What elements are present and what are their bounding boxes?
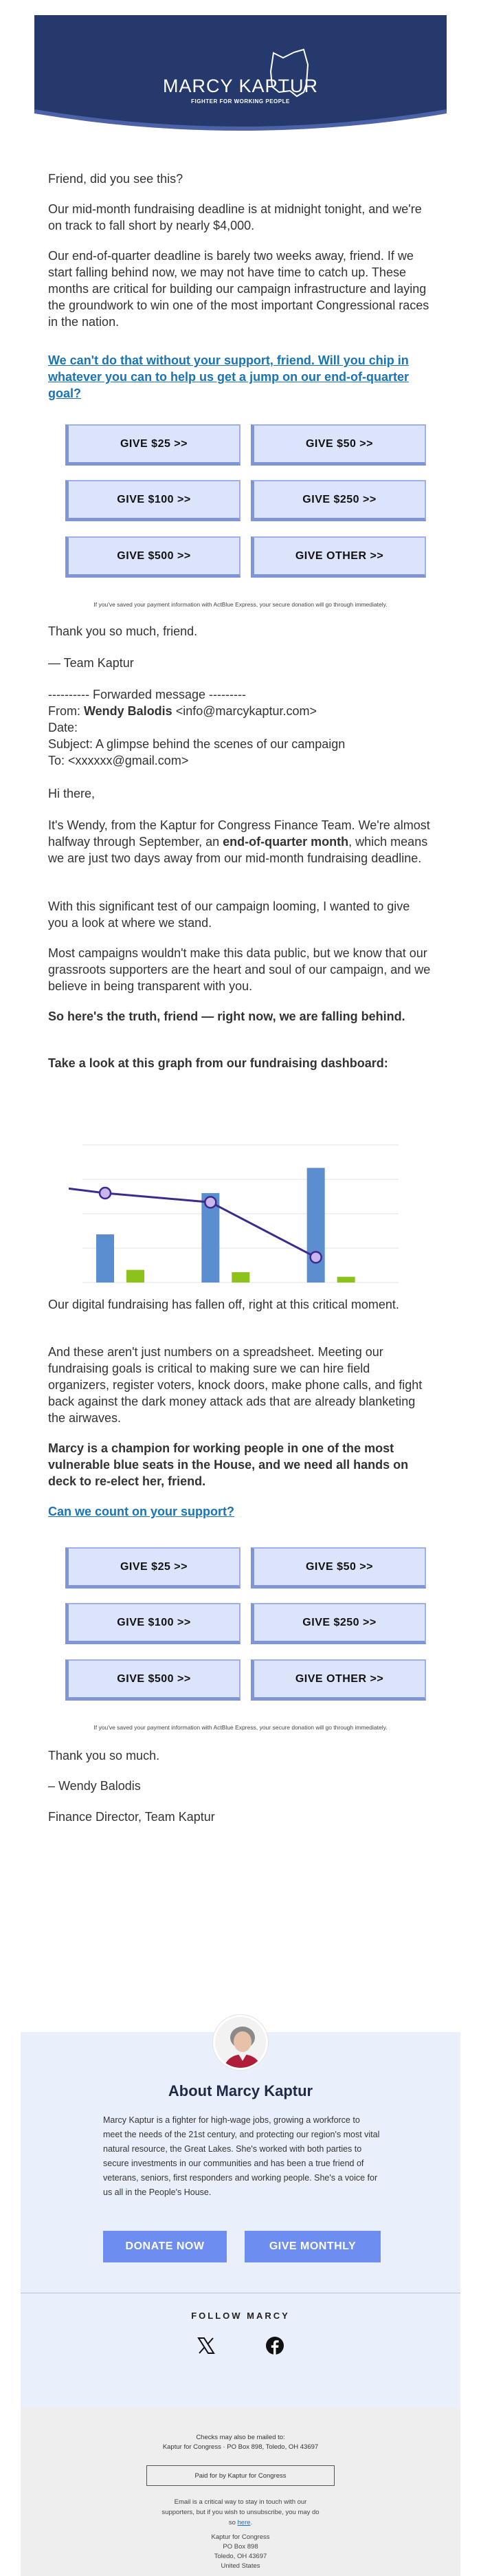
- unsub-prefix: so: [228, 2519, 238, 2526]
- give-other-button[interactable]: GIVE OTHER >>: [251, 536, 426, 578]
- unsub-line-2: supporters, but if you wish to unsubscribe, you may do: [161, 2509, 320, 2516]
- give-50-button[interactable]: GIVE $50 >>: [251, 424, 426, 466]
- addr-line-4: United States: [221, 2562, 260, 2570]
- wendy-paragraph-2: With this significant test of our campaign looming, I wanted to give you a look at where we stand.: [48, 899, 410, 930]
- give-monthly-button[interactable]: GIVE MONTHLY: [245, 2231, 381, 2262]
- wendy-greeting: Hi there,: [48, 787, 96, 800]
- give-500-button[interactable]: GIVE $500 >>: [65, 1659, 240, 1701]
- give-100-button[interactable]: GIVE $100 >>: [65, 480, 240, 521]
- wendy-paragraph-7: And these aren't just numbers on a spreadsheet. Meeting our fundraising goals is critical to making sure we can hire field organizers, register voters, knock doors, make phone calls, and fight back against the dark money attack ads that are already blanketing the airwaves.: [48, 1345, 423, 1425]
- donate-now-button[interactable]: DONATE NOW: [103, 2231, 227, 2262]
- team-signature: — Team Kaptur: [48, 656, 134, 670]
- mail-address-block: [48, 2433, 433, 2452]
- intro-paragraph-2: Our end-of-quarter deadline is barely two weeks away, friend. If we start falling behind now, we may not have time to catch up. These months are critical for building our campaign infrastructure and laying the groundwork to win one of the most important Congressional races in the nation.: [48, 249, 429, 329]
- wendy-paragraph-8: Marcy is a champion for working people in one of the most vulnerable blue seats in the House, and we need all hands on deck to re-elect her, friend.: [48, 1441, 409, 1488]
- about-text: Marcy Kaptur is a fighter for high-wage jobs, growing a workforce to meet the needs of the 21st century, and protecting our region's most vital natural resource, the Great Lakes. She's worked with both parties to secure investments in our communities and has been a true friend of veterans, seniors, first responders and working people. She's a voice for us all in the People's House.: [103, 2115, 380, 2197]
- forwarded-header: [48, 686, 433, 769]
- header-banner: [34, 15, 447, 135]
- chart-bar-series-2: [232, 1272, 249, 1282]
- logo-name: MARCY KAPTUR: [162, 76, 319, 96]
- greeting: Friend, did you see this?: [48, 172, 183, 186]
- give-500-button[interactable]: GIVE $500 >>: [65, 536, 240, 578]
- mail-line-1: Checks may also be mailed to:: [196, 2434, 285, 2441]
- addr-line-2: PO Box 898: [223, 2543, 258, 2551]
- logo-tagline: FIGHTER FOR WORKING PEOPLE: [191, 98, 290, 105]
- forwarded-subject: Subject: A glimpse behind the scenes of our campaign: [48, 737, 346, 751]
- give-100-button[interactable]: GIVE $100 >>: [65, 1603, 240, 1644]
- x-twitter-icon[interactable]: [197, 2336, 216, 2355]
- give-250-button[interactable]: GIVE $250 >>: [251, 480, 426, 521]
- about-heading: About Marcy Kaptur: [168, 2082, 313, 2099]
- give-other-button[interactable]: GIVE OTHER >>: [251, 1659, 426, 1701]
- wendy-paragraph-6: Our digital fundraising has fallen off, right at this critical moment.: [48, 1298, 399, 1311]
- wendy-paragraph-3: Most campaigns wouldn't make this data public, but we know that our grassroots supporters are the heart and soul of our campaign, and we believe in being transparent with you.: [48, 946, 431, 993]
- thanks-closing: Thank you so much.: [48, 1749, 160, 1762]
- give-25-button[interactable]: GIVE $25 >>: [65, 424, 240, 466]
- fundraising-chart: [69, 1138, 412, 1289]
- chart-bar-series-1: [307, 1168, 325, 1282]
- actblue-note: If you've saved your payment information with ActBlue Express, your secure donation will go through immediately.: [93, 1724, 388, 1731]
- wendy-p1-text: It's Wendy, from the Kaptur for Congress Finance Team. We're almost halfway through September, an: [48, 818, 430, 849]
- unsubscribe-block: [48, 2497, 433, 2528]
- give-25-button[interactable]: GIVE $25 >>: [65, 1547, 240, 1589]
- forwarded-divider: ---------- Forwarded message ---------: [48, 688, 246, 701]
- wendy-paragraph-4: So here's the truth, friend — right now, we are falling behind.: [48, 1009, 405, 1023]
- support-link[interactable]: Can we count on your support?: [48, 1505, 234, 1518]
- chart-bar-series-2: [337, 1277, 355, 1282]
- addr-line-1: Kaptur for Congress: [211, 2533, 270, 2541]
- wendy-paragraph-5: Take a look at this graph from our fundraising dashboard:: [48, 1056, 388, 1070]
- addr-line-3: Toledo, OH 43697: [214, 2553, 267, 2560]
- avatar: [213, 2015, 268, 2070]
- from-email[interactable]: <info@marcykaptur.com>: [172, 704, 317, 718]
- unsub-line-1: Email is a critical way to stay in touch with our: [174, 2498, 307, 2506]
- wendy-p1-bold: end-of-quarter month: [223, 835, 349, 849]
- give-250-button[interactable]: GIVE $250 >>: [251, 1603, 426, 1644]
- intro-donate-link[interactable]: We can't do that without your support, friend. Will you chip in whatever you can to help us get a jump on our end-of-quarter goal?: [48, 353, 410, 400]
- wendy-title: Finance Director, Team Kaptur: [48, 1810, 215, 1824]
- unsub-line-3: [48, 2518, 433, 2528]
- mail-line-2: Kaptur for Congress · PO Box 898, Toledo, OH 43697: [162, 2443, 319, 2451]
- facebook-icon[interactable]: [265, 2336, 284, 2355]
- chart-point: [100, 1188, 111, 1199]
- wendy-signature: – Wendy Balodis: [48, 1779, 141, 1793]
- paid-for-box: Paid for by Kaptur for Congress: [146, 2465, 335, 2486]
- from-name: Wendy Balodis: [84, 704, 172, 718]
- wendy-paragraph-1: [48, 817, 433, 866]
- chart-bar-series-2: [126, 1270, 144, 1282]
- wendy-p1-end: , which means we are just two days away from our mid-month fundraising deadline.: [48, 835, 428, 865]
- from-label: From:: [48, 704, 84, 718]
- thanks-friend: Thank you so much, friend.: [48, 624, 198, 638]
- chart-point: [311, 1252, 322, 1263]
- chart-point: [205, 1197, 216, 1208]
- forwarded-to: To: <xxxxxx@gmail.com>: [48, 754, 189, 767]
- give-50-button[interactable]: GIVE $50 >>: [251, 1547, 426, 1589]
- unsub-suffix: .: [250, 2519, 253, 2526]
- intro-paragraph-1: Our mid-month fundraising deadline is at midnight tonight, and we're on track to fall short by nearly $4,000.: [48, 202, 422, 232]
- postal-address: [48, 2533, 433, 2571]
- actblue-note: If you've saved your payment information with ActBlue Express, your secure donation will go through immediately.: [93, 601, 388, 608]
- chart-bar-series-1: [96, 1234, 114, 1282]
- forwarded-date: Date:: [48, 721, 78, 734]
- unsubscribe-link[interactable]: here: [237, 2519, 251, 2526]
- forwarded-from: [48, 703, 433, 719]
- follow-heading: FOLLOW MARCY: [191, 2311, 290, 2321]
